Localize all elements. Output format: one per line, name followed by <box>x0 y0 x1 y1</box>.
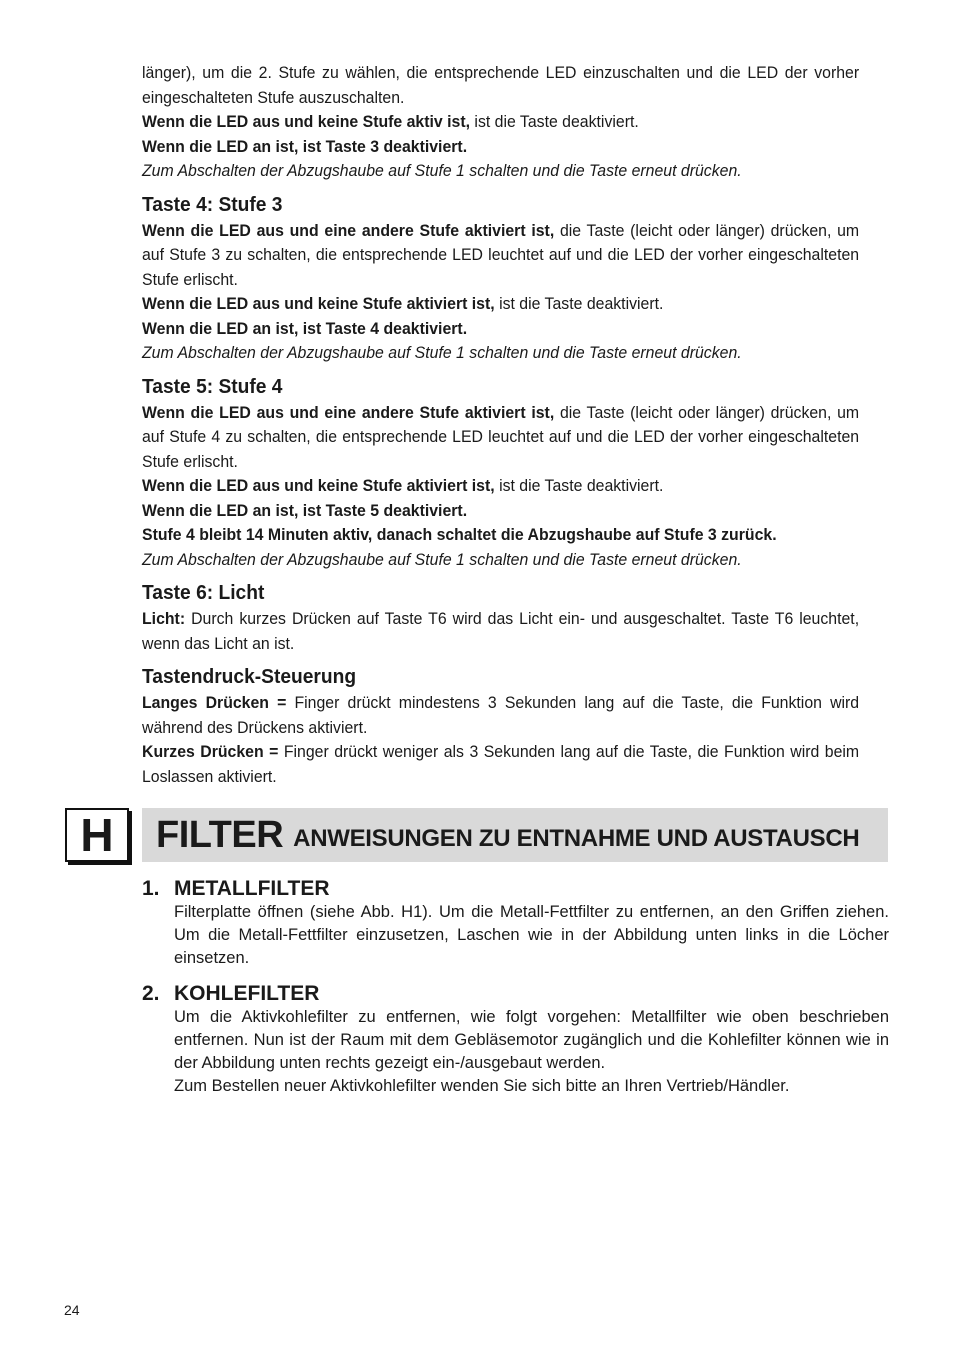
plain-text: Durch kurzes Drücken auf Taste T6 wird das Licht ein- und ausgeschaltet. Taste T6 leuchtet, wenn das Licht an ist. <box>142 610 860 653</box>
taste5-heading: Taste 5: Stufe 4 <box>142 375 283 398</box>
intro-led-off-note <box>142 110 859 135</box>
bold-lead: Wenn die LED aus und keine Stufe aktiviert ist, <box>142 295 495 313</box>
plain-text: Finger drückt weniger als 3 Sekunden lang auf die Taste, die Funktion wird beim Loslassen aktiviert. <box>142 743 860 786</box>
taste4-led-off-note <box>142 292 859 317</box>
intro-led-on-note: Wenn die LED an ist, ist Taste 3 deaktiviert. <box>142 137 468 156</box>
section-heading <box>142 877 889 901</box>
section-title: METALLFILTER <box>174 877 330 900</box>
taste6-heading: Taste 6: Licht <box>142 582 265 604</box>
page-number: 24 <box>64 1302 80 1318</box>
section-kohlefilter <box>142 982 889 1098</box>
taste6-paragraph <box>142 607 859 656</box>
plain-text: die Taste (leicht oder länger) drücken, um auf Stufe 3 zu schalten, die entsprechende LED leuchtet auf und die LED der vorher eingeschalteten Stufe erlischt. <box>142 221 860 289</box>
plain-text: Finger drückt mindestens 3 Sekunden lang auf die Taste, die Funktion wird während des Drückens aktiviert. <box>142 694 860 737</box>
chapter-subtitle: ANWEISUNGEN ZU ENTNAHME UND AUSTAUSCH <box>293 825 860 852</box>
intro-switch-off-note: Zum Abschalten der Abzugshaube auf Stufe 1 schalten und die Taste erneut drücken. <box>142 162 742 180</box>
chapter-banner <box>142 808 888 862</box>
section-heading <box>142 982 889 1006</box>
section-text: Filterplatte öffnen (siehe Abb. H1). Um die Metall-Fettfilter zu entfernen, an den Griffen ziehen. Um die Metall-Fettfilter einzusetzen, Laschen wie in der Abbildung unten links in die Löcher einsetzen. <box>174 903 889 967</box>
section-metallfilter <box>142 877 889 970</box>
body-column <box>142 61 859 789</box>
taste5-led-on-note: Wenn die LED an ist, ist Taste 5 deaktiviert. <box>142 501 468 520</box>
bold-lead: Wenn die LED aus und eine andere Stufe aktiviert ist, <box>142 403 555 422</box>
taste5-paragraph <box>142 401 859 475</box>
section-text: Um die Aktivkohlefilter zu entfernen, wie folgt vorgehen: Metallfilter wie oben beschrieben entfernen. Nun ist der Raum mit dem Gebläsemotor zugänglich und die Kohlefilter können wie in der Abbildung unten rechts gezeigt ein-/ausgebaut werden. <box>174 1008 889 1072</box>
plain-text: die Taste (leicht oder länger) drücken, um auf Stufe 4 zu schalten, die entsprechende LED leuchtet auf und die LED der vorher eingeschalteten Stufe erlischt. <box>142 403 860 471</box>
section-text-order: Zum Bestellen neuer Aktivkohlefilter wenden Sie sich bitte an Ihren Vertrieb/Händler. <box>174 1077 790 1095</box>
plain-text: ist die Taste deaktiviert. <box>494 295 664 313</box>
taste4-heading: Taste 4: Stufe 3 <box>142 193 283 216</box>
chapter-letter-box: H <box>65 808 129 862</box>
intro-paragraph: länger), um die 2. Stufe zu wählen, die entsprechende LED einzuschalten und die LED der vorher eingeschalteten Stufe auszuschalten. <box>142 64 860 107</box>
section-number: 1. <box>142 877 160 900</box>
bold-lead: Licht: <box>142 610 186 628</box>
bold-lead: Wenn die LED aus und eine andere Stufe aktiviert ist, <box>142 221 555 240</box>
taste4-paragraph <box>142 219 859 293</box>
short-press-paragraph <box>142 740 859 789</box>
section-title: KOHLEFILTER <box>174 982 320 1005</box>
taste4-switch-off-note: Zum Abschalten der Abzugshaube auf Stufe 1 schalten und die Taste erneut drücken. <box>142 344 742 362</box>
taste5-led-off-note <box>142 474 859 499</box>
section-number: 2. <box>142 982 160 1005</box>
chapter-title: FILTER <box>156 813 284 856</box>
taste4-led-on-note: Wenn die LED an ist, ist Taste 4 deaktiviert. <box>142 319 468 338</box>
bold-lead: Wenn die LED aus und keine Stufe aktiv ist, <box>142 113 471 131</box>
taste5-switch-off-note: Zum Abschalten der Abzugshaube auf Stufe 1 schalten und die Taste erneut drücken. <box>142 550 742 569</box>
bold-lead: Kurzes Drücken = <box>142 743 279 761</box>
long-press-paragraph <box>142 691 859 740</box>
bold-lead: Wenn die LED aus und keine Stufe aktiviert ist, <box>142 477 495 495</box>
bold-lead: Langes Drücken = <box>142 694 287 712</box>
taste5-timer-note: Stufe 4 bleibt 14 Minuten aktiv, danach schaltet die Abzugshaube auf Stufe 3 zurück. <box>142 526 777 544</box>
tastendruck-heading: Tastendruck-Steuerung <box>142 666 357 688</box>
plain-text: ist die Taste deaktiviert. <box>494 477 664 495</box>
plain-text: ist die Taste deaktiviert. <box>470 113 639 131</box>
